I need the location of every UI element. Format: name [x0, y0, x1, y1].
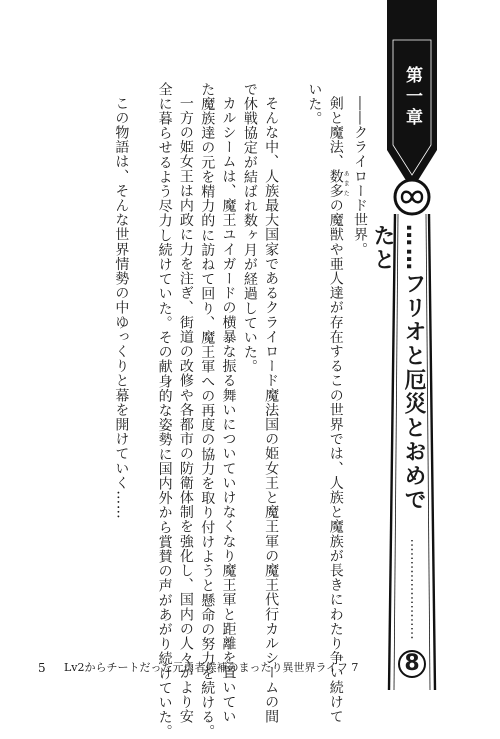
banner-rail-left	[389, 214, 395, 690]
running-title: Lv2からチートだった元勇者候補のまったり異世界ライフ 7	[64, 661, 359, 674]
body-line-8: 一方の姫女王は内政に力を注ぎ、街道の改修や各都市の防衛体制を強化し、国内の人々がより安	[177, 96, 194, 724]
body-line-9: 全に暮らせるよう尽力し続けていた。その献身的な姿勢に国内外から賞賛の声があがり続けていた。	[156, 82, 173, 739]
body-line-7: た魔族達の元を精力的に訪ねて回り、魔王軍への再度の協力を取り付けようと懸命の努力を続ける。	[199, 82, 216, 739]
body-line-5: で休戦協定が結ばれ数ヶ月が経過していた。	[241, 82, 258, 374]
body-line-6: カルシームは、魔王ユイガードの横暴な振る舞いについていけなくなり魔王軍と距離を置いてい	[220, 96, 237, 724]
body-line-4: そんな中、人族最大国家であるクライロード魔法国の姫女王と魔王軍の魔王代行カルシームの間	[263, 96, 280, 724]
chapter-number: 8	[404, 651, 420, 676]
body-line-2: 剣と魔法、数多あまたの魔獣や亜人達が存在するこの世界では、人族と魔族が長きにわたり争い続けて	[327, 96, 350, 724]
chapter-title: ……フリオと厄災とおめでたと	[370, 224, 426, 512]
page-number: 5	[38, 661, 46, 675]
chapter-banner	[370, 0, 441, 690]
chapter-label: 第一章	[402, 65, 422, 129]
banner-rail-right	[429, 214, 435, 690]
paragraph-gap	[131, 82, 153, 642]
ruby-gloss: 数多あまた	[327, 169, 350, 199]
body-line-3: いた。	[306, 82, 323, 126]
paragraph-gap	[281, 82, 303, 642]
body-line-1: ――クライロード世界。	[352, 96, 368, 257]
body-line-10: この物語は、そんな世界情勢の中ゆっくりと幕を開けていく……	[113, 96, 130, 520]
